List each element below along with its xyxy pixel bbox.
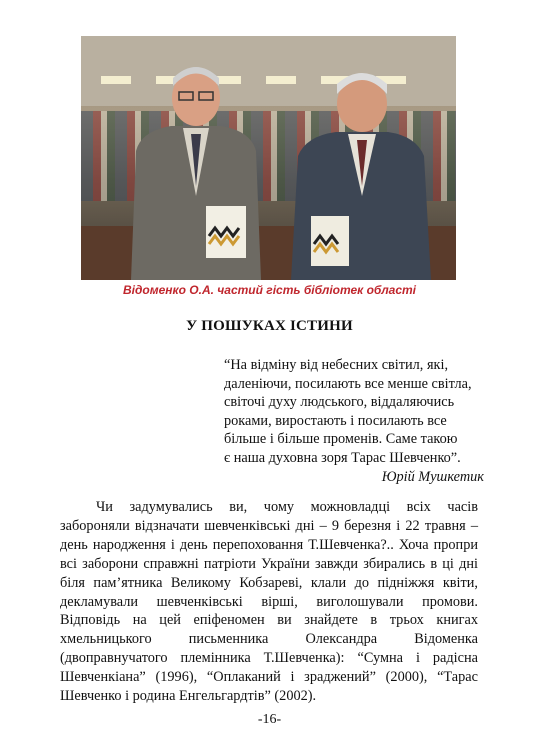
page-number: -16- xyxy=(257,712,282,727)
paragraph-line: декламували шевченківські вірші, виголошували промови. xyxy=(60,593,478,610)
photo xyxy=(81,36,456,280)
paragraph-line: Шевченко і родина Енгельгардтів” (2002). xyxy=(60,688,317,705)
epigraph-line: даленіючи, посилають все менше світла, xyxy=(224,375,472,392)
epigraph-author: Юрій Мушкетик xyxy=(381,468,484,485)
paragraph-line: Чи задумувались ви, чому можновладці всіх часів xyxy=(96,499,478,515)
paragraph-line: Шевченкіана” (1996), “Оплаканий і зраджений” (2000), “Тарас xyxy=(60,669,478,686)
photo-caption: Відоменко О.А. частий гість бібліотек області xyxy=(122,283,417,297)
paragraph-line: забороняли відзначати шевченківські дні – 9 березня і 22 травня – xyxy=(60,517,478,534)
paragraph-line: день народження і день перепоховання Т.Шевченка?.. Хоча пропри xyxy=(60,536,478,553)
epigraph-line: “На відміну від небесних світил, які, xyxy=(224,357,449,373)
paragraph-line: хмельницького письменника Олександра Відоменка xyxy=(60,631,478,648)
epigraph-line: роками, виростають і посилають все xyxy=(224,412,447,429)
epigraph-line: більше і більше променів. Саме такою xyxy=(224,431,458,448)
paragraph-line: (двоправнучатого племінника Т.Шевченка): “Сумна і радісна xyxy=(60,650,478,667)
paragraph-line: біля пам’ятника Великому Кобзареві, клали до підніжжя квіти, xyxy=(60,574,478,591)
epigraph xyxy=(224,356,484,486)
man-right-figure xyxy=(276,66,446,280)
paragraph-line: Відповідь на цей епіфеномен ви знайдете в трьох книгах xyxy=(60,612,478,629)
epigraph-line: світочі духу людського, віддаляючись xyxy=(224,394,455,411)
section-title: У ПОШУКАХ ІСТИНИ xyxy=(186,318,353,334)
epigraph-line: є наша духовна зоря Тарас Шевченко”. xyxy=(224,449,461,466)
man-left-figure xyxy=(111,56,281,280)
paragraph-line: всі заборони справжні патріоти України завжди збирались в ці дні xyxy=(60,555,478,572)
body-paragraph xyxy=(60,498,478,706)
